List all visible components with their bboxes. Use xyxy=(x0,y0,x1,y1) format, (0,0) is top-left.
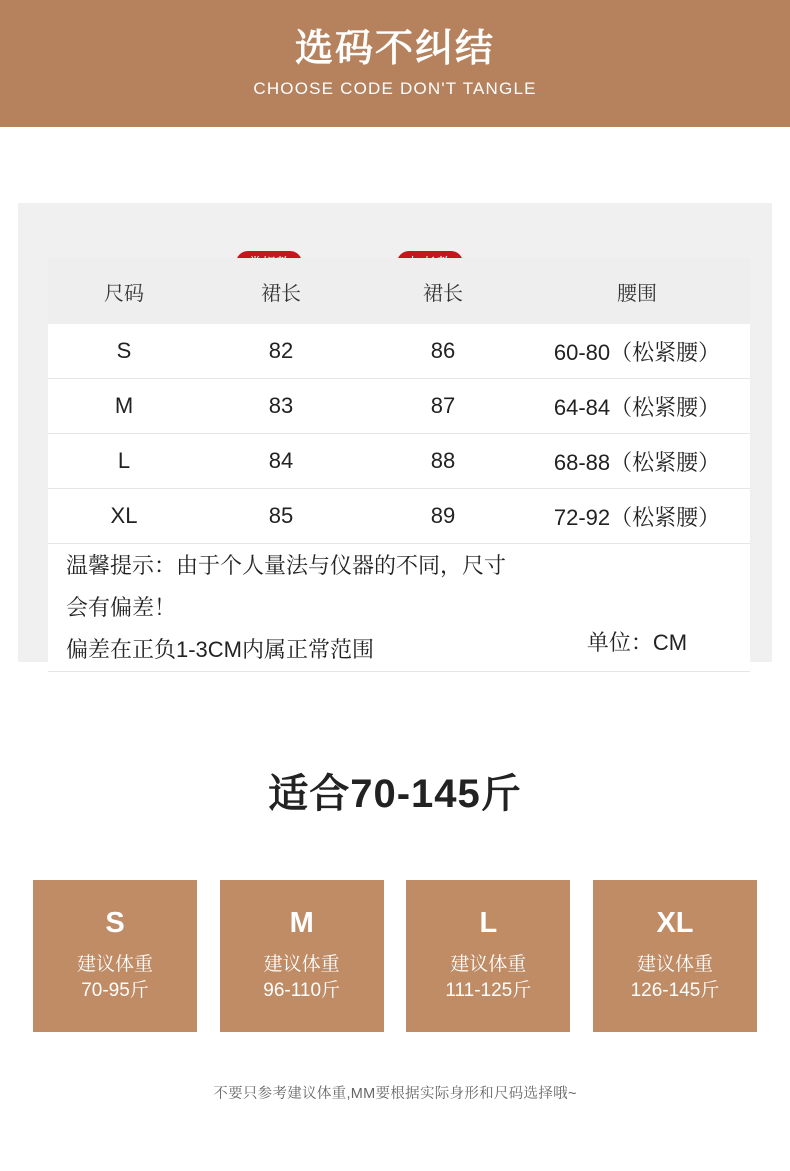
footer-note: 不要只参考建议体重,MM要根据实际身形和尺码选择哦~ xyxy=(213,1086,577,1102)
size-card-size: L xyxy=(479,906,498,939)
cell-length-regular: 85 xyxy=(200,489,362,544)
size-table-head xyxy=(48,258,750,324)
header-size: 尺码 xyxy=(48,258,200,324)
size-card-range: 111-125斤 xyxy=(445,979,532,1001)
cell-waist: 68-88（松紧腰） xyxy=(524,434,750,489)
size-cards xyxy=(33,880,757,1032)
size-card-range: 96-110斤 xyxy=(263,979,341,1001)
header-waist: 腰围 xyxy=(524,258,750,324)
table-header-row xyxy=(48,258,750,324)
size-card-label: 建议体重 xyxy=(450,953,527,975)
table-row xyxy=(48,379,750,434)
table-note xyxy=(48,544,524,672)
size-card-label: 建议体重 xyxy=(636,953,713,975)
banner-subtitle: CHOOSE CODE DON'T TANGLE xyxy=(253,79,537,99)
cell-waist: 72-92（松紧腰） xyxy=(524,489,750,544)
cell-size: S xyxy=(48,324,200,379)
size-card-s xyxy=(33,880,197,1032)
weight-heading: 适合70-145斤 xyxy=(268,772,522,816)
size-table xyxy=(48,258,750,672)
size-card-size: XL xyxy=(656,906,694,939)
table-row xyxy=(48,434,750,489)
cell-length-extended: 89 xyxy=(362,489,524,544)
cell-length-regular: 84 xyxy=(200,434,362,489)
size-card-range: 126-145斤 xyxy=(630,979,720,1001)
size-card-m xyxy=(220,880,384,1032)
header-length-extended: 裙长 xyxy=(362,258,524,324)
note-line-1: 温馨提示：由于个人量法与仪器的不同，尺寸会有偏差！ xyxy=(66,553,507,620)
table-row xyxy=(48,324,750,379)
table-row xyxy=(48,489,750,544)
size-card-label: 建议体重 xyxy=(263,953,340,975)
size-card-size: S xyxy=(105,906,125,939)
cell-size: L xyxy=(48,434,200,489)
size-card-xl xyxy=(593,880,757,1032)
table-unit: 单位：CM xyxy=(524,544,750,672)
header-length-regular: 裙长 xyxy=(200,258,362,324)
cell-length-regular: 83 xyxy=(200,379,362,434)
cell-length-extended: 87 xyxy=(362,379,524,434)
cell-waist: 64-84（松紧腰） xyxy=(524,379,750,434)
size-table-card xyxy=(18,203,772,662)
cell-length-extended: 86 xyxy=(362,324,524,379)
size-table-inner xyxy=(48,258,742,672)
banner-title: 选码不纠结 xyxy=(294,27,495,70)
table-note-row xyxy=(48,544,750,672)
note-line-2: 偏差在正负1-3CM内属正常范围 xyxy=(66,636,375,662)
cell-length-regular: 82 xyxy=(200,324,362,379)
header-banner xyxy=(0,0,790,127)
size-card-range: 70-95斤 xyxy=(81,979,149,1001)
size-card-size: M xyxy=(289,906,314,939)
size-table-body xyxy=(48,324,750,672)
cell-length-extended: 88 xyxy=(362,434,524,489)
cell-waist: 60-80（松紧腰） xyxy=(524,324,750,379)
size-card-label: 建议体重 xyxy=(76,953,153,975)
cell-size: XL xyxy=(48,489,200,544)
cell-size: M xyxy=(48,379,200,434)
size-card-l xyxy=(406,880,570,1032)
